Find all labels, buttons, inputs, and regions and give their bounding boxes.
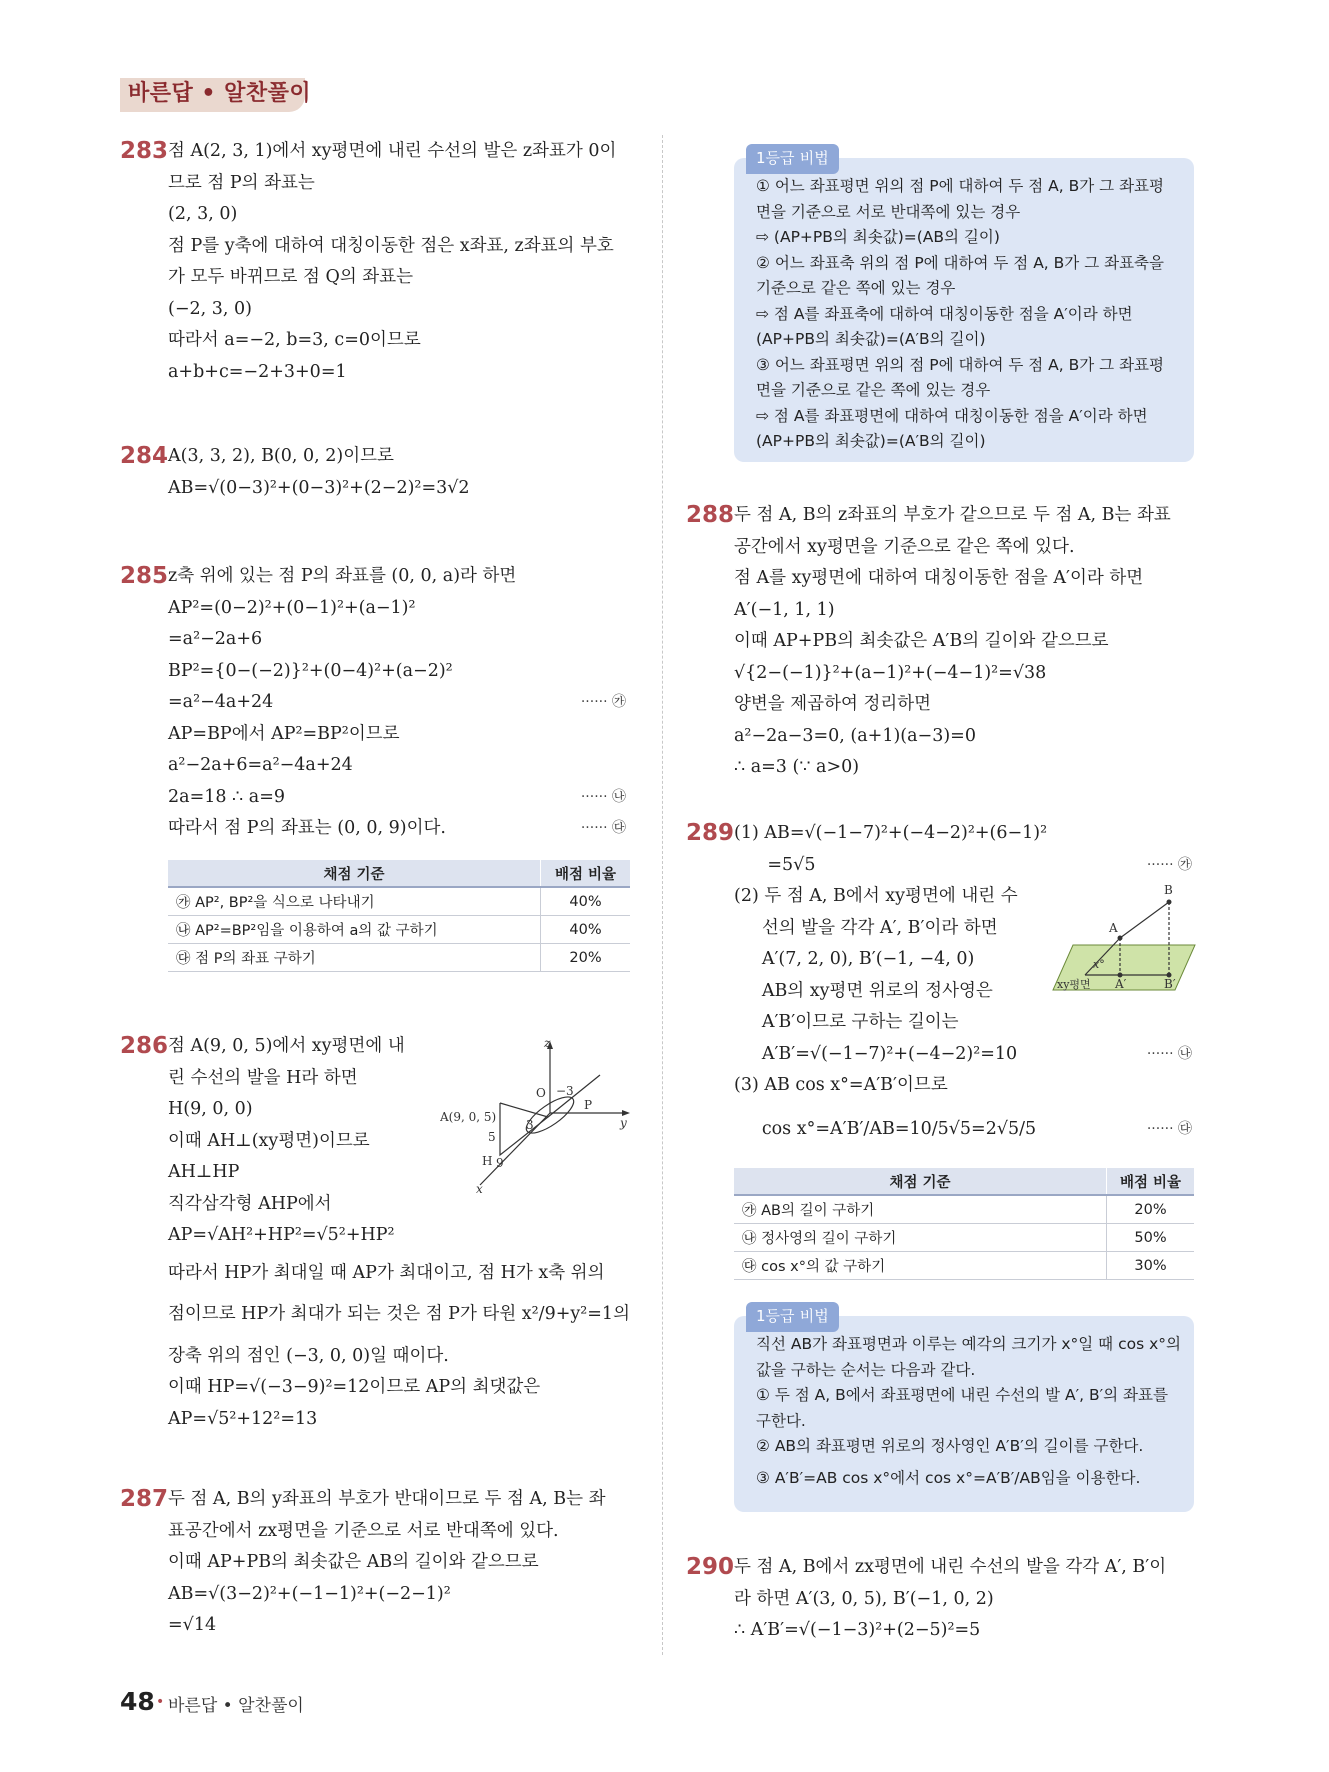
solution-line: AP=√AH²+HP²=√5²+HP² — [168, 1225, 395, 1245]
table-cell: ㉮ AP², BP²을 식으로 나타내기 — [168, 887, 541, 916]
scoring-table-289 — [734, 1168, 1194, 1280]
fig-label: x — [476, 1182, 483, 1196]
solution-line: H(9, 0, 0) — [168, 1099, 253, 1119]
table-cell: ㉮ AB의 길이 구하기 — [734, 1195, 1107, 1224]
step-mark: ······ ㉯ — [580, 788, 626, 805]
tip-tag: 1등급 비법 — [746, 144, 839, 174]
step-mark: ······ ㉮ — [580, 694, 626, 710]
solution-line: (3) AB cos x°=A′B′이므로 — [734, 1075, 948, 1095]
problem-number: 290 — [686, 1554, 735, 1580]
step-mark: ······ ㉰ — [1146, 1120, 1192, 1137]
tip-box-2 — [734, 1307, 1194, 1512]
solution-line: A′B′이므로 구하는 길이는 — [734, 1012, 959, 1032]
solution-line: 점이므로 HP가 최대가 되는 것은 점 P가 타원 x²/9+y²=1의 — [168, 1304, 630, 1324]
problem-number: 285 — [120, 563, 169, 589]
problem-number: 287 — [120, 1486, 169, 1512]
footer-text: 바른답 • 알찬풀이 — [168, 1696, 304, 1716]
solution-line: 따라서 a=−2, b=3, c=0이므로 — [168, 330, 421, 350]
solution-line: z축 위에 있는 점 P의 좌표를 (0, 0, a)라 하면 — [168, 566, 517, 586]
fig-label: x° — [1093, 958, 1105, 971]
solution-line: 두 점 A, B에서 zx평면에 내린 수선의 발을 각각 A′, B′이 — [734, 1557, 1167, 1577]
page-header-title: 바른답 • 알찬풀이 — [128, 81, 312, 106]
table-cell: 20% — [541, 944, 631, 972]
problem-number: 288 — [686, 502, 735, 528]
solution-line: ······ ㉮ =a²−4a+24 — [120, 687, 630, 719]
table-cell: 40% — [541, 887, 631, 916]
solution-line: ······ ㉰ cos x°=A′B′/AB=10/5√5=2√5/5 — [686, 1114, 1196, 1146]
solution-line: A(3, 3, 2), B(0, 0, 2)이므로 — [168, 446, 394, 466]
problem-287 — [120, 1484, 630, 1642]
solution-line: √{2−(−1)}²+(a−1)²+(−4−1)²=√38 — [734, 662, 1047, 683]
solution-line: 이때 HP=√(−3−9)²=12이므로 AP의 최댓값은 — [168, 1377, 541, 1397]
tip-line: ① 어느 좌표평면 위의 점 P에 대하여 두 점 A, B가 그 좌표평 — [756, 177, 1164, 195]
problem-290 — [686, 1552, 1196, 1647]
tip-line: 면을 기준으로 서로 반대쪽에 있는 경우 — [756, 202, 1021, 221]
footer-dot: • — [156, 1694, 165, 1710]
solution-line: 가 모두 바뀌므로 점 Q의 좌표는 — [168, 267, 414, 287]
fig-label: B′ — [1164, 977, 1176, 991]
solution-line: 두 점 A, B의 y좌표의 부호가 반대이므로 두 점 A, B는 좌 — [168, 1489, 606, 1509]
solution-line: 공간에서 xy평면을 기준으로 같은 쪽에 있다. — [734, 536, 1075, 557]
table-row — [734, 1195, 1194, 1224]
solution-line: =√14 — [168, 1615, 217, 1635]
table-cell: 50% — [1107, 1224, 1195, 1252]
solution-line: 라 하면 A′(3, 0, 5), B′(−1, 0, 2) — [734, 1588, 994, 1609]
solution-line: ······ ㉰ 따라서 점 P의 좌표는 (0, 0, 9)이다. — [120, 813, 630, 845]
solution-line: 표공간에서 zx평면을 기준으로 서로 반대쪽에 있다. — [168, 1520, 559, 1541]
table-cell: ㉯ 정사영의 길이 구하기 — [734, 1224, 1107, 1252]
solution-line: a²−2a−3=0, (a+1)(a−3)=0 — [734, 725, 976, 746]
solution-line: ······ ㉯ 2a=18 ∴ a=9 — [120, 782, 630, 814]
table-cell: ㉰ cos x°의 값 구하기 — [734, 1252, 1107, 1280]
solution-line: AP=√5²+12²=13 — [168, 1408, 318, 1429]
problem-283 — [120, 136, 630, 388]
table-cell: 30% — [1107, 1252, 1195, 1280]
tip-line: ② AB의 좌표평면 위로의 정사영인 A′B′의 길이를 구한다. — [756, 1437, 1144, 1455]
solution-line: a²−2a+6=a²−4a+24 — [168, 755, 353, 775]
fig-label: A — [1109, 921, 1118, 935]
fig-label: −3 — [556, 1084, 574, 1098]
solution-line: (2, 3, 0) — [168, 204, 238, 224]
tip-line: ③ 어느 좌표평면 위의 점 P에 대하여 두 점 A, B가 그 좌표평 — [756, 355, 1164, 374]
step-mark: ······ ㉮ — [1146, 856, 1192, 873]
fig-label: A(9, 0, 5) — [440, 1110, 497, 1124]
table-cell: ㉰ 점 P의 좌표 구하기 — [168, 944, 541, 972]
fig-label: P — [584, 1098, 593, 1112]
solution-line: BP²={0−(−2)}²+(0−4)²+(a−2)² — [168, 660, 453, 681]
figure-289 — [1045, 880, 1200, 1005]
solution-line: 장축 위의 점인 (−3, 0, 0)일 때이다. — [168, 1345, 449, 1366]
problem-285 — [120, 561, 630, 845]
fig-label: xy평면 — [1057, 978, 1091, 991]
table-row — [168, 944, 630, 972]
solution-line: (−2, 3, 0) — [168, 298, 252, 319]
solution-line: ∴ A′B′=√(−1−3)²+(2−5)²=5 — [734, 1620, 981, 1640]
table-header: 채점 기준 — [168, 860, 541, 887]
problem-number: 289 — [686, 820, 735, 846]
table-header: 채점 기준 — [734, 1168, 1107, 1195]
solution-line: 므로 점 P의 좌표는 — [168, 172, 315, 193]
solution-line: 선의 발을 각각 A′, B′이라 하면 — [734, 917, 998, 938]
solution-line: A′(7, 2, 0), B′(−1, −4, 0) — [734, 949, 975, 969]
solution-line: 점 A(2, 3, 1)에서 xy평면에 내린 수선의 발은 z좌표가 0이 — [168, 141, 617, 161]
solution-line: AH⊥HP — [168, 1162, 240, 1182]
solution-line: a+b+c=−2+3+0=1 — [168, 361, 347, 382]
solution-line: =a²−2a+6 — [168, 629, 263, 649]
solution-line: AB의 xy평면 위로의 정사영은 — [734, 980, 993, 1001]
page-number: 48 — [120, 1687, 155, 1716]
solution-line: ······ ㉯ A′B′=√(−1−7)²+(−4−2)²=10 — [686, 1039, 1196, 1071]
problem-number: 284 — [120, 443, 169, 469]
solution-line: 직각삼각형 AHP에서 — [168, 1193, 332, 1214]
solution-line: ∴ a=3 (∵ a>0) — [734, 757, 860, 777]
solution-line: AP²=(0−2)²+(0−1)²+(a−1)² — [168, 597, 416, 618]
fig-label: A′ — [1115, 977, 1127, 991]
tip-line: ⇨ 점 A를 좌표평면에 대하여 대칭이동한 점을 A′이라 하면 — [756, 406, 1148, 425]
problem-number: 283 — [120, 138, 169, 164]
tip-line: 구한다. — [756, 1411, 806, 1430]
tip-line: ③ A′B′=AB cos x°에서 cos x°=A′B′/AB임을 이용한다. — [756, 1468, 1141, 1487]
table-row — [168, 916, 630, 944]
figure-286 — [440, 1035, 635, 1200]
fig-label: z — [544, 1036, 551, 1050]
solution-line: AB=√(0−3)²+(0−3)²+(2−2)²=3√2 — [168, 477, 470, 498]
solution-line: (1) AB=√(−1−7)²+(−4−2)²+(6−1)² — [734, 823, 1048, 843]
solution-line: 양변을 제곱하여 정리하면 — [734, 694, 932, 714]
fig-label: 3 — [526, 1118, 534, 1132]
table-header: 배점 비율 — [1107, 1168, 1195, 1195]
tip-line: ② 어느 좌표축 위의 점 P에 대하여 두 점 A, B가 그 좌표축을 — [756, 253, 1164, 272]
fig-label: 5 — [488, 1130, 496, 1144]
tip-line: ⇨ (AP+PB의 최솟값)=(AB의 길이) — [756, 228, 1000, 246]
solution-line: AP=BP에서 AP²=BP²이므로 — [168, 723, 400, 744]
table-cell: 20% — [1107, 1195, 1195, 1224]
tip-line: ⇨ 점 A를 좌표축에 대하여 대칭이동한 점을 A′이라 하면 — [756, 304, 1133, 323]
solution-line: 점 P를 y축에 대하여 대칭이동한 점은 x좌표, z좌표의 부호 — [168, 235, 614, 256]
tip-line: (AP+PB의 최솟값)=(A′B의 길이) — [756, 432, 986, 450]
scoring-table-285 — [168, 860, 630, 972]
fig-label: B — [1164, 883, 1173, 897]
solution-line: 린 수선의 발을 H라 하면 — [168, 1067, 358, 1088]
tip-line: 기준으로 같은 쪽에 있는 경우 — [756, 279, 956, 297]
solution-line: 두 점 A, B의 z좌표의 부호가 같으므로 두 점 A, B는 좌표 — [734, 505, 1171, 525]
solution-line: (2) 두 점 A, B에서 xy평면에 내린 수 — [734, 886, 1018, 906]
solution-line: A′(−1, 1, 1) — [734, 599, 835, 620]
table-row — [734, 1224, 1194, 1252]
solution-line: 이때 AP+PB의 최솟값은 AB의 길이와 같으므로 — [168, 1552, 539, 1572]
tip-line: 값을 구하는 순서는 다음과 같다. — [756, 1360, 976, 1379]
table-row — [734, 1252, 1194, 1280]
solution-line: 이때 AH⊥(xy평면)이므로 — [168, 1130, 370, 1151]
solution-line: ······ ㉮ =5√5 — [686, 850, 1196, 882]
solution-line: 점 A(9, 0, 5)에서 xy평면에 내 — [168, 1036, 405, 1056]
column-divider — [662, 135, 663, 1655]
solution-line: 따라서 HP가 최대일 때 AP가 최대이고, 점 H가 x축 위의 — [168, 1262, 605, 1283]
table-cell: ㉯ AP²=BP²임을 이용하여 a의 값 구하기 — [168, 916, 541, 944]
problem-284 — [120, 441, 630, 504]
step-mark: ······ ㉯ — [1146, 1045, 1192, 1062]
tip-tag: 1등급 비법 — [746, 1302, 839, 1332]
fig-label: y — [620, 1116, 627, 1130]
tip-line: 면을 기준으로 같은 쪽에 있는 경우 — [756, 381, 991, 399]
solution-line: AB=√(3−2)²+(−1−1)²+(−2−1)² — [168, 1583, 451, 1604]
table-row — [168, 887, 630, 916]
table-cell: 40% — [541, 916, 631, 944]
fig-label: H — [482, 1154, 493, 1168]
problem-288 — [686, 500, 1196, 784]
table-header: 배점 비율 — [541, 860, 631, 887]
tip-line: ① 두 점 A, B에서 좌표평면에 내린 수선의 발 A′, B′의 좌표를 — [756, 1386, 1168, 1404]
fig-label: 9 — [496, 1156, 504, 1170]
step-mark: ······ ㉰ — [580, 820, 626, 836]
tip-line: 직선 AB가 좌표평면과 이루는 예각의 크기가 x°일 때 cos x°의 — [756, 1335, 1181, 1353]
problem-number: 286 — [120, 1033, 169, 1059]
solution-line: 이때 AP+PB의 최솟값은 A′B의 길이와 같으므로 — [734, 631, 1109, 651]
tip-box-1 — [734, 149, 1194, 462]
tip-line: (AP+PB의 최솟값)=(A′B의 길이) — [756, 330, 986, 348]
fig-label: O — [536, 1086, 546, 1100]
solution-line: 점 A를 xy평면에 대하여 대칭이동한 점을 A′이라 하면 — [734, 568, 1144, 588]
